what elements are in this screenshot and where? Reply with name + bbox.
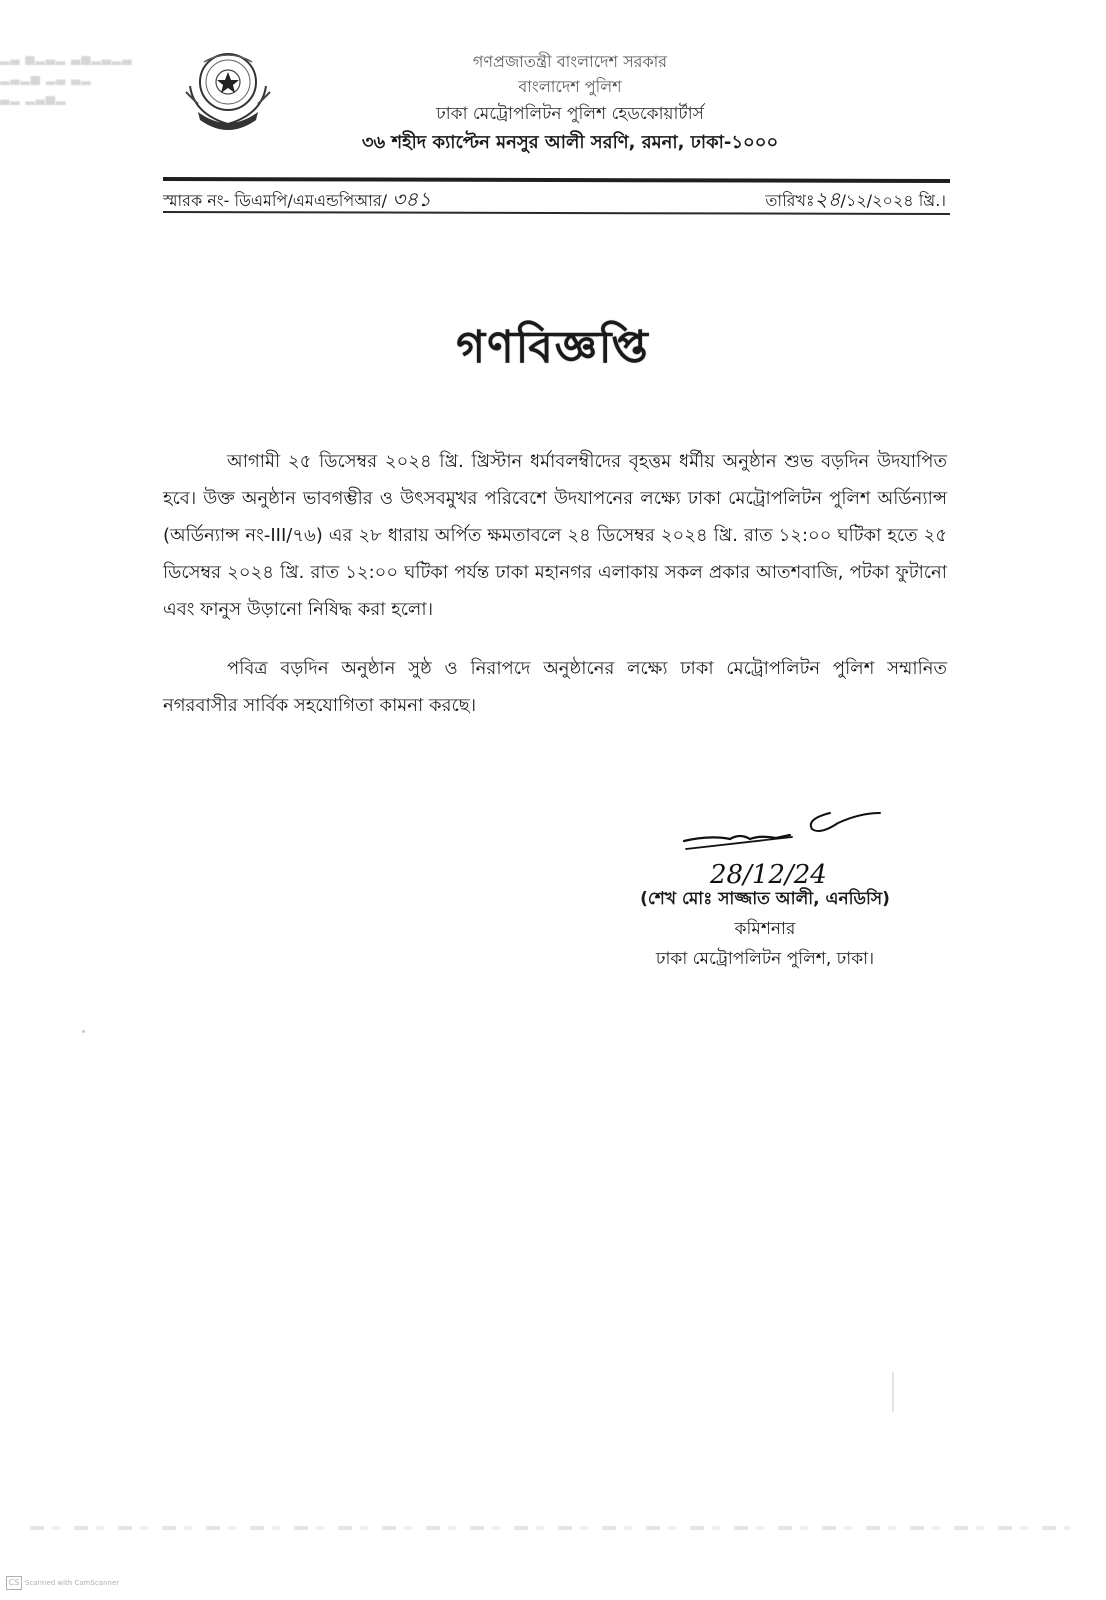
memo-reference-number: ৩৪১ [392, 187, 432, 211]
letterhead-police: বাংলাদেশ পুলিশ [518, 77, 622, 96]
signature-scribble [680, 805, 890, 895]
camscanner-watermark [6, 1576, 119, 1590]
memo-reference [163, 186, 431, 214]
memo-date-label: তারিখঃ [765, 191, 815, 210]
scan-streak [892, 1372, 894, 1412]
signature-date: 28/12/24 [710, 860, 827, 890]
notice-paragraph-2: পবিত্র বড়দিন অনুষ্ঠান সুষ্ঠ ও নিরাপদে অনুষ্ঠানের লক্ষ্যে ঢাকা মেট্রোপলিটন পুলিশ সম্মানিত নগরবাসীর সার্বিক সহযোগিতা কামনা করছে। [163, 658, 947, 716]
notice-title: গণবিজ্ঞপ্তি [456, 322, 650, 373]
dmp-police-emblem-icon [176, 42, 280, 136]
bleed-through-text: ▂▃ ▅▂▃▂ ▃▅▂▃▂▃ ▂▃▂▅ ▂▃ ▃▂ ▃▂ ▂▃▅▂ [0, 51, 133, 105]
signatory-designation: কমিশনার [734, 919, 796, 939]
letterhead-government: গণপ্রজাতন্ত্রী বাংলাদেশ সরকার [472, 52, 668, 71]
letterhead [300, 50, 840, 158]
header-rule-top [163, 177, 950, 183]
memo-reference-prefix: স্মারক নং- ডিএমপি/এমএন্ডপিআর/ [163, 191, 388, 210]
letterhead-address: ৩৬ শহীদ ক্যাপ্টেন মনসুর আলী সরণি, রমনা, ঢাকা-১০০০ [361, 132, 779, 153]
memo-row [163, 186, 950, 212]
signatory-office: ঢাকা মেট্রোপলিটন পুলিশ, ঢাকা। [655, 949, 875, 969]
signature-block [600, 884, 930, 974]
memo-date-handwritten: ২৪ [814, 187, 841, 211]
scan-noise-line [30, 1526, 1070, 1530]
notice-paragraph-1: আগামী ২৫ ডিসেম্বর ২০২৪ খ্রি. খ্রিস্টান ধর্মাবলম্বীদের বৃহত্তম ধর্মীয় অনুষ্ঠান শুভ বড়দিন উদযাপিত হবে। উক্ত অনুষ্ঠান ভাবগম্ভীর ও উৎসবমুখর পরিবেশে উদযাপনের লক্ষ্যে ঢাকা মেট্রোপলিটন পুলিশ অর্ডিন্যান্স (অর্ডিন্যান্স নং-III/৭৬) এর ২৮ ধারায় অর্পিত ক্ষমতাবলে ২৪ ডিসেম্বর ২০২৪ খ্রি. রাত ১২:০০ ঘটিকা হতে ২৫ ডিসেম্বর ২০২৪ খ্রি. রাত ১২:০০ ঘটিকা পর্যন্ত ঢাকা মহানগর এলাকায় সকল প্রকার আতশবাজি, পটকা ফুটানো এবং ফানুস উড়ানো নিষিদ্ধ করা হলো। [163, 451, 947, 620]
scan-speck [82, 1030, 85, 1033]
memo-date-rest: /১২/২০২৪ খ্রি.। [840, 191, 946, 210]
signatory-name: (শেখ মোঃ সাজ্জাত আলী, এনডিসি) [640, 889, 890, 909]
memo-date [765, 186, 946, 214]
camscanner-caption: Scanned with CamScanner [25, 1579, 120, 1587]
camscanner-logo-icon: CS [6, 1576, 22, 1590]
letterhead-headquarters: ঢাকা মেট্রোপলিটন পুলিশ হেডকোয়ার্টার্স [436, 104, 704, 124]
